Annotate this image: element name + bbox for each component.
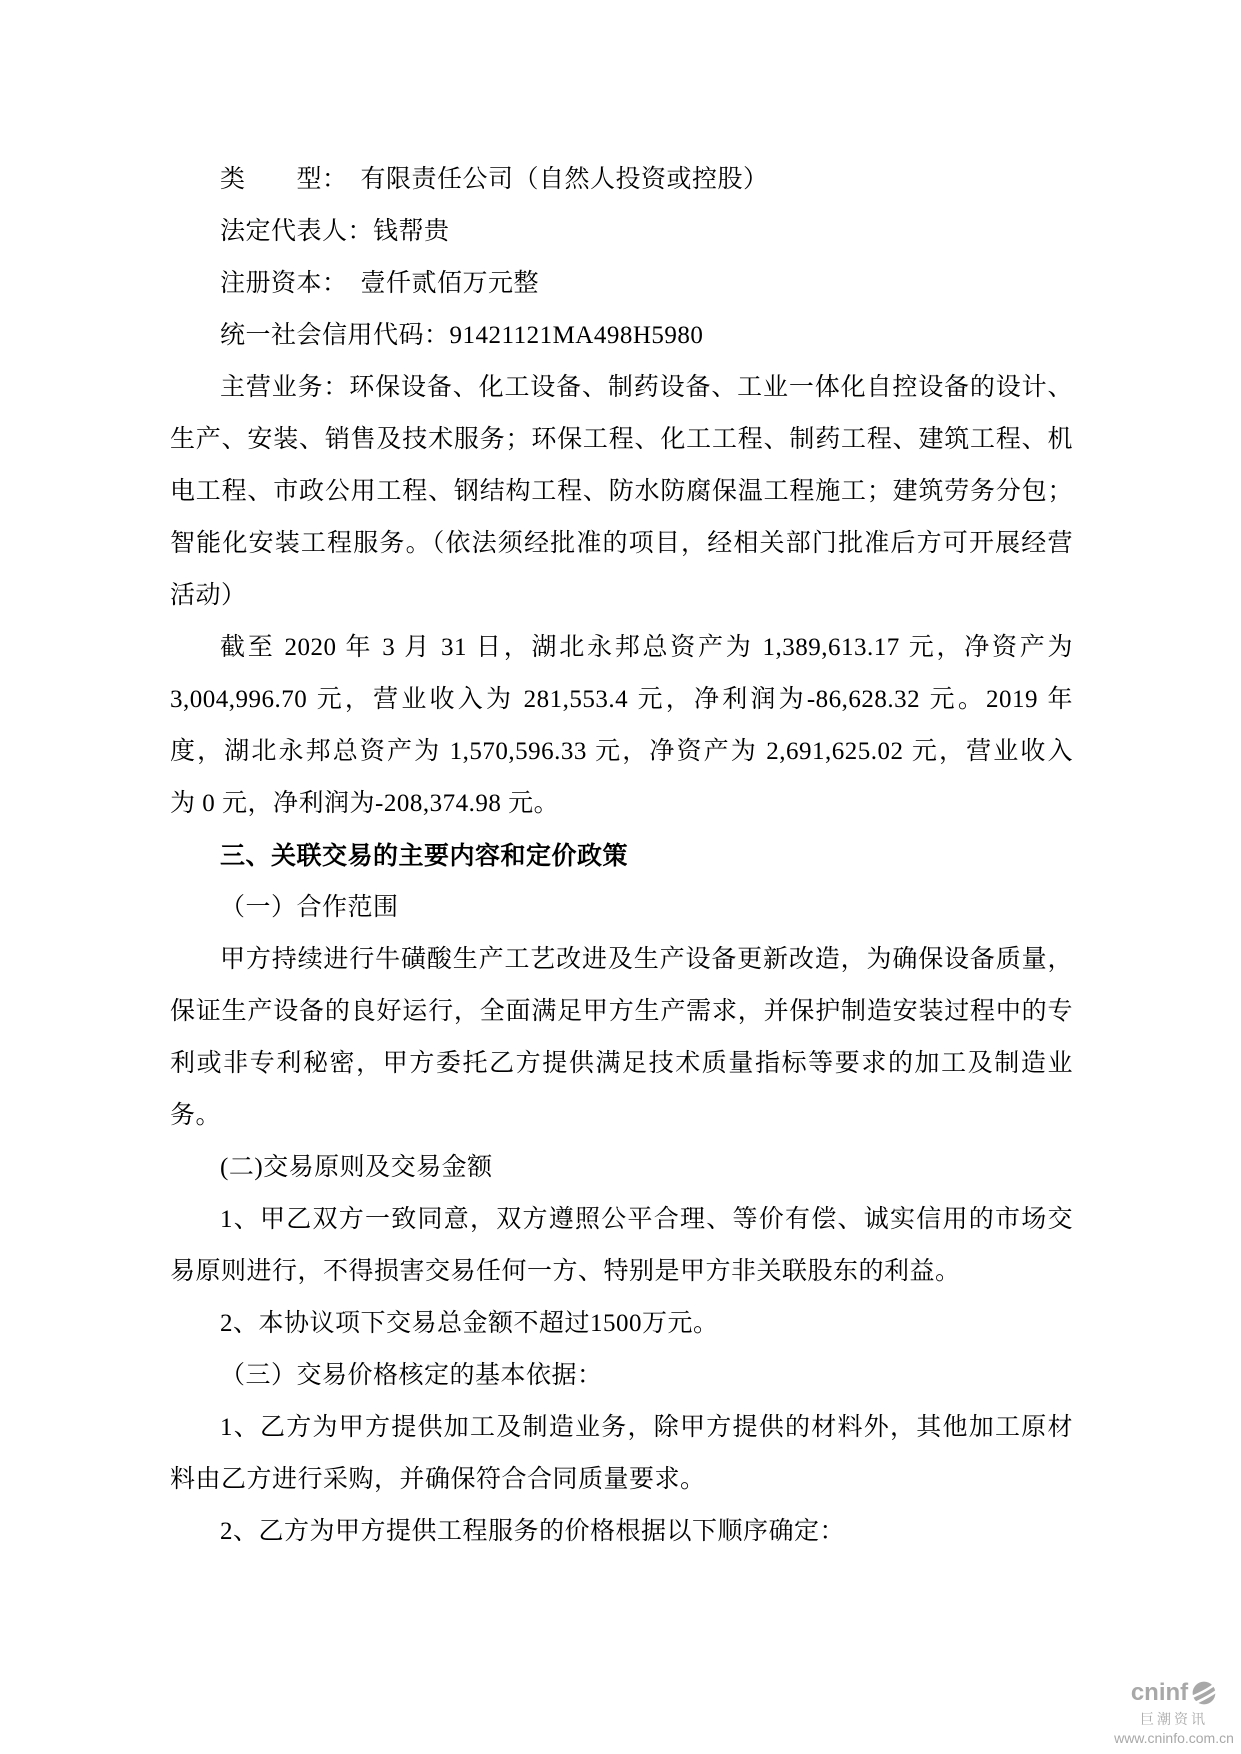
text-line: 1、甲乙双方一致同意，双方遵照公平合理、等价有偿、诚实信用的市场交 xyxy=(220,1206,1073,1233)
document-body xyxy=(170,154,1073,1558)
cninfo-logo-row xyxy=(1113,1679,1235,1707)
text-line: 统一社会信用代码：91421121MA498H5980 xyxy=(220,322,704,349)
text-line: 务。 xyxy=(170,1102,222,1129)
text-line: （三）交易价格核定的基本依据： xyxy=(220,1362,603,1389)
text-line: 度，湖北永邦总资产为 1,570,596.33 元，净资产为 2,691,625.02 元，营业收入 xyxy=(170,738,1073,765)
text-line: 3,004,996.70 元，营业收入为 281,553.4 元，净利润为-86,628.32 元。2019 年 xyxy=(170,686,1073,713)
text-line: 三、关联交易的主要内容和定价政策 xyxy=(220,842,629,870)
cninfo-logo xyxy=(1113,1679,1235,1746)
text-line: 类 型： 有限责任公司（自然人投资或控股） xyxy=(220,166,769,193)
text-line: 保证生产设备的良好运行，全面满足甲方生产需求，并保护制造安装过程中的专 xyxy=(170,998,1073,1025)
text-line: （一）合作范围 xyxy=(220,894,399,921)
text-line: 甲方持续进行牛磺酸生产工艺改进及生产设备更新改造，为确保设备质量， xyxy=(220,946,1073,973)
text-line: 料由乙方进行采购，并确保符合合同质量要求。 xyxy=(170,1466,706,1493)
cninfo-url: www.cninfo.com.cn xyxy=(1114,1730,1234,1746)
text-line: 2、本协议项下交易总金额不超过1500万元。 xyxy=(220,1310,719,1337)
text-line: 智能化安装工程服务。（依法须经批准的项目，经相关部门批准后方可开展经营 xyxy=(170,530,1073,557)
text-line: (二)交易原则及交易金额 xyxy=(220,1154,493,1181)
text-line: 2、乙方为甲方提供工程服务的价格根据以下顺序确定： xyxy=(220,1518,846,1545)
text-line: 主营业务：环保设备、化工设备、制药设备、工业一体化自控设备的设计、 xyxy=(220,374,1073,401)
text-line: 截至 2020 年 3 月 31 日，湖北永邦总资产为 1,389,613.17 元，净资产为 xyxy=(220,634,1073,661)
cninfo-globe-icon xyxy=(1191,1680,1217,1706)
text-line: 1、乙方为甲方提供加工及制造业务，除甲方提供的材料外，其他加工原材 xyxy=(220,1414,1073,1441)
text-line: 生产、安装、销售及技术服务；环保工程、化工工程、制药工程、建筑工程、机 xyxy=(170,426,1073,453)
cninfo-chinese-name: 巨潮资讯 xyxy=(1140,1711,1208,1727)
text-line: 易原则进行，不得损害交易任何一方、特别是甲方非关联股东的利益。 xyxy=(170,1258,961,1285)
text-line: 利或非专利秘密，甲方委托乙方提供满足技术质量指标等要求的加工及制造业 xyxy=(170,1050,1073,1077)
text-line: 法定代表人：钱帮贵 xyxy=(220,218,450,245)
text-line: 活动） xyxy=(170,582,247,609)
text-line: 电工程、市政公用工程、钢结构工程、防水防腐保温工程施工；建筑劳务分包； xyxy=(170,478,1073,505)
text-line: 注册资本： 壹仟贰佰万元整 xyxy=(220,270,540,297)
cninfo-wordmark: cninf xyxy=(1130,1679,1189,1706)
text-line: 为 0 元，净利润为-208,374.98 元。 xyxy=(170,790,560,817)
